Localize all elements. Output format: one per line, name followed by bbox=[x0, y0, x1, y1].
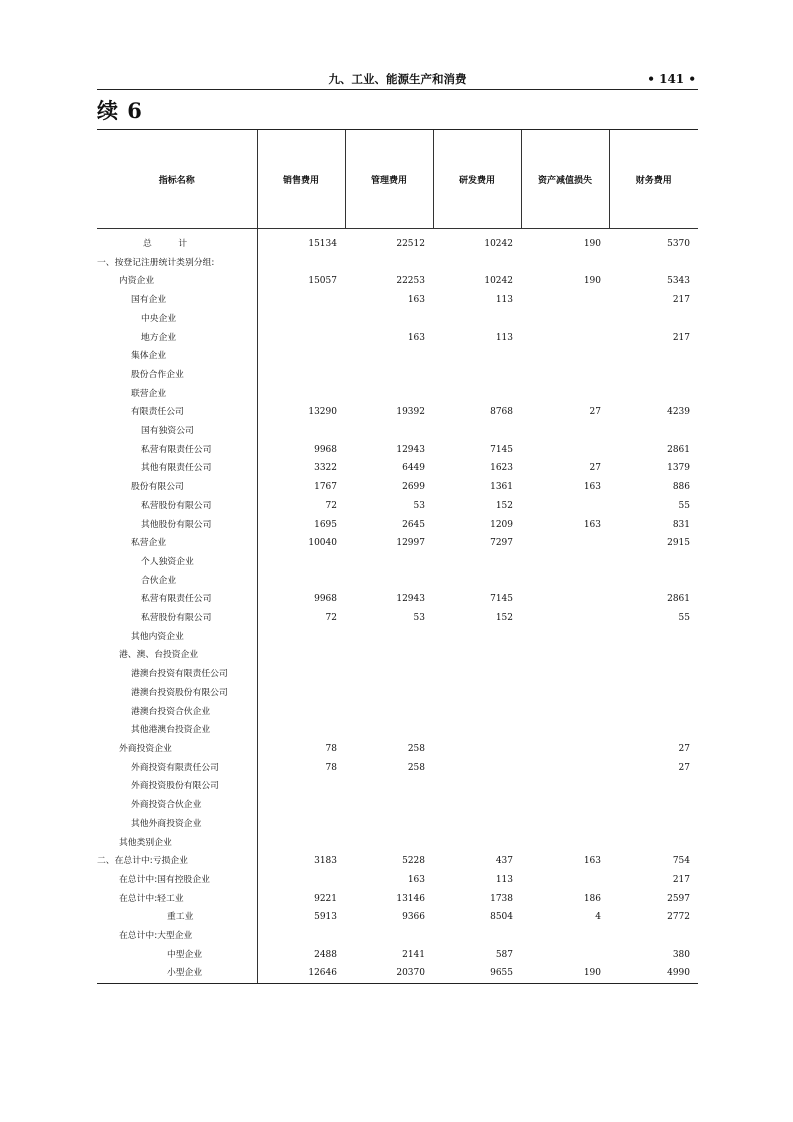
admin-expense-cell: 53 bbox=[413, 613, 425, 624]
rd-expense-cell bbox=[433, 665, 521, 684]
table-row bbox=[97, 291, 698, 310]
asset-impairment-cell bbox=[521, 497, 609, 516]
table-header bbox=[97, 130, 698, 229]
row-label: 个人独资企业 bbox=[97, 553, 257, 572]
table-row bbox=[97, 890, 698, 909]
sales-expense-cell: 3322 bbox=[314, 463, 337, 474]
table-row bbox=[97, 740, 698, 759]
sales-expense-cell bbox=[257, 310, 345, 329]
admin-expense-cell: 258 bbox=[407, 762, 425, 773]
admin-expense-cell: 163 bbox=[407, 332, 425, 343]
column-header-rd-expense: 研发费用 bbox=[433, 130, 521, 229]
rd-expense-cell bbox=[433, 310, 521, 329]
rd-expense-cell bbox=[433, 834, 521, 853]
admin-expense-cell bbox=[345, 665, 433, 684]
admin-expense-cell: 9366 bbox=[402, 912, 425, 923]
sales-expense-cell bbox=[257, 815, 345, 834]
asset-impairment-cell bbox=[521, 759, 609, 778]
finance-expense-cell bbox=[609, 628, 698, 647]
row-label: 联营企业 bbox=[97, 385, 257, 404]
admin-expense-cell bbox=[345, 927, 433, 946]
row-label: 集体企业 bbox=[97, 347, 257, 366]
table-row bbox=[97, 310, 698, 329]
asset-impairment-cell bbox=[521, 703, 609, 722]
admin-expense-cell: 163 bbox=[407, 874, 425, 885]
header-rule bbox=[97, 89, 698, 90]
table-row bbox=[97, 590, 698, 609]
admin-expense-cell bbox=[345, 385, 433, 404]
finance-expense-cell bbox=[609, 646, 698, 665]
row-label: 在总计中:国有控股企业 bbox=[97, 871, 257, 890]
admin-expense-cell: 6449 bbox=[402, 463, 425, 474]
sales-expense-cell bbox=[257, 834, 345, 853]
rd-expense-cell: 7145 bbox=[490, 444, 513, 455]
rd-expense-cell: 8768 bbox=[490, 407, 513, 418]
table-row bbox=[97, 235, 698, 254]
asset-impairment-cell bbox=[521, 646, 609, 665]
asset-impairment-cell bbox=[521, 310, 609, 329]
finance-expense-cell bbox=[609, 385, 698, 404]
sales-expense-cell: 9968 bbox=[314, 444, 337, 455]
asset-impairment-cell bbox=[521, 740, 609, 759]
table-row bbox=[97, 254, 698, 273]
finance-expense-cell: 2861 bbox=[667, 594, 690, 605]
finance-expense-cell: 2597 bbox=[667, 893, 690, 904]
finance-expense-cell: 831 bbox=[672, 519, 690, 530]
admin-expense-cell bbox=[345, 815, 433, 834]
table-title: 续 6 bbox=[97, 98, 143, 123]
sales-expense-cell: 12646 bbox=[257, 964, 345, 983]
finance-expense-cell bbox=[609, 665, 698, 684]
row-label: 其他类别企业 bbox=[97, 834, 257, 853]
rd-expense-cell bbox=[433, 385, 521, 404]
table-row bbox=[97, 572, 698, 591]
admin-expense-cell: 2141 bbox=[402, 949, 425, 960]
admin-expense-cell: 12997 bbox=[396, 538, 425, 549]
finance-expense-cell: 55 bbox=[678, 500, 690, 511]
table-row bbox=[97, 703, 698, 722]
table-row bbox=[97, 815, 698, 834]
admin-expense-cell bbox=[345, 347, 433, 366]
finance-expense-cell bbox=[609, 834, 698, 853]
rd-expense-cell: 152 bbox=[495, 613, 513, 624]
row-label: 港澳台投资合伙企业 bbox=[97, 703, 257, 722]
finance-expense-cell: 5370 bbox=[667, 239, 690, 249]
finance-expense-cell bbox=[609, 684, 698, 703]
finance-expense-cell: 55 bbox=[678, 613, 690, 624]
sales-expense-cell: 9221 bbox=[314, 893, 337, 904]
sales-expense-cell bbox=[257, 366, 345, 385]
column-header-indicator: 指标名称 bbox=[97, 130, 257, 229]
finance-expense-cell: 27 bbox=[678, 743, 690, 754]
sales-expense-cell bbox=[257, 646, 345, 665]
table-row bbox=[97, 422, 698, 441]
row-label: 港澳台投资股份有限公司 bbox=[97, 684, 257, 703]
column-header-sales-expense: 销售费用 bbox=[257, 130, 345, 229]
admin-expense-cell: 163 bbox=[407, 295, 425, 306]
row-label: 在总计中:大型企业 bbox=[97, 927, 257, 946]
asset-impairment-cell bbox=[521, 441, 609, 460]
admin-expense-cell: 20370 bbox=[345, 964, 433, 983]
rd-expense-cell: 1623 bbox=[490, 463, 513, 474]
rd-expense-cell: 10242 bbox=[484, 276, 513, 287]
sales-expense-cell bbox=[257, 777, 345, 796]
finance-expense-cell bbox=[609, 721, 698, 740]
finance-expense-cell: 886 bbox=[672, 482, 690, 493]
finance-expense-cell bbox=[609, 815, 698, 834]
rd-expense-cell: 7145 bbox=[490, 594, 513, 605]
sales-expense-cell bbox=[257, 329, 345, 348]
admin-expense-cell: 22253 bbox=[396, 276, 425, 287]
admin-expense-cell bbox=[345, 310, 433, 329]
sales-expense-cell bbox=[257, 347, 345, 366]
rd-expense-cell bbox=[433, 684, 521, 703]
rd-expense-cell: 113 bbox=[495, 295, 513, 306]
table-body bbox=[97, 229, 698, 984]
sales-expense-cell: 2488 bbox=[314, 949, 337, 960]
sales-expense-cell: 10040 bbox=[308, 538, 337, 549]
table-row bbox=[97, 347, 698, 366]
row-label: 其他港澳台投资企业 bbox=[97, 721, 257, 740]
rd-expense-cell: 113 bbox=[495, 332, 513, 343]
chapter-title: 九、工业、能源生产和消费 bbox=[328, 72, 467, 86]
finance-expense-cell: 2772 bbox=[667, 912, 690, 923]
admin-expense-cell bbox=[345, 366, 433, 385]
rd-expense-cell bbox=[433, 759, 521, 778]
finance-expense-cell bbox=[609, 254, 698, 273]
table-row bbox=[97, 871, 698, 890]
sales-expense-cell: 78 bbox=[325, 743, 337, 754]
admin-expense-cell: 5228 bbox=[402, 856, 425, 867]
row-label: 在总计中:轻工业 bbox=[97, 890, 257, 909]
sales-expense-cell: 3183 bbox=[314, 856, 337, 867]
rd-expense-cell: 8504 bbox=[490, 912, 513, 923]
sales-expense-cell: 1695 bbox=[314, 519, 337, 530]
finance-expense-cell: 2861 bbox=[667, 444, 690, 455]
asset-impairment-cell: 190 bbox=[583, 239, 601, 249]
finance-expense-cell: 27 bbox=[678, 762, 690, 773]
rd-expense-cell: 10242 bbox=[484, 239, 513, 249]
sales-expense-cell: 9968 bbox=[314, 594, 337, 605]
asset-impairment-cell: 186 bbox=[583, 893, 601, 904]
finance-expense-cell bbox=[609, 927, 698, 946]
row-label: 总 计 bbox=[97, 235, 257, 254]
table-row bbox=[97, 834, 698, 853]
rd-expense-cell: 1209 bbox=[490, 519, 513, 530]
asset-impairment-cell: 4 bbox=[595, 912, 601, 923]
asset-impairment-cell: 27 bbox=[589, 463, 601, 474]
finance-expense-cell: 217 bbox=[672, 295, 690, 306]
row-label: 内资企业 bbox=[97, 272, 257, 291]
asset-impairment-cell bbox=[521, 946, 609, 965]
table-row bbox=[97, 964, 698, 983]
finance-expense-cell: 2915 bbox=[667, 538, 690, 549]
table-row bbox=[97, 609, 698, 628]
asset-impairment-cell: 163 bbox=[583, 482, 601, 493]
sales-expense-cell bbox=[257, 703, 345, 722]
rd-expense-cell: 587 bbox=[495, 949, 513, 960]
admin-expense-cell bbox=[345, 703, 433, 722]
asset-impairment-cell bbox=[521, 665, 609, 684]
rd-expense-cell: 9655 bbox=[433, 964, 521, 983]
asset-impairment-cell: 190 bbox=[521, 964, 609, 983]
table-row bbox=[97, 478, 698, 497]
row-label: 中型企业 bbox=[97, 946, 257, 965]
sales-expense-cell: 72 bbox=[325, 500, 337, 511]
admin-expense-cell: 12943 bbox=[396, 444, 425, 455]
admin-expense-cell: 12943 bbox=[396, 594, 425, 605]
rd-expense-cell: 437 bbox=[495, 856, 513, 867]
finance-expense-cell: 754 bbox=[672, 856, 690, 867]
table-row bbox=[97, 946, 698, 965]
rd-expense-cell bbox=[433, 796, 521, 815]
column-header-asset-impairment: 资产减值损失 bbox=[521, 130, 609, 229]
finance-expense-cell bbox=[609, 572, 698, 591]
row-label: 外商投资有限责任公司 bbox=[97, 759, 257, 778]
column-header-admin-expense: 管理费用 bbox=[345, 130, 433, 229]
row-label: 有限责任公司 bbox=[97, 403, 257, 422]
row-label: 私营有限责任公司 bbox=[97, 590, 257, 609]
row-label: 中央企业 bbox=[97, 310, 257, 329]
table-row bbox=[97, 534, 698, 553]
asset-impairment-cell bbox=[521, 347, 609, 366]
table-row bbox=[97, 403, 698, 422]
rd-expense-cell bbox=[433, 646, 521, 665]
row-label: 外商投资合伙企业 bbox=[97, 796, 257, 815]
asset-impairment-cell bbox=[521, 871, 609, 890]
page-number: • 141 • bbox=[647, 72, 696, 86]
finance-expense-cell bbox=[609, 422, 698, 441]
finance-expense-cell bbox=[609, 347, 698, 366]
asset-impairment-cell bbox=[521, 777, 609, 796]
finance-expense-cell bbox=[609, 366, 698, 385]
asset-impairment-cell bbox=[521, 590, 609, 609]
table-row bbox=[97, 927, 698, 946]
rd-expense-cell bbox=[433, 721, 521, 740]
rd-expense-cell: 1738 bbox=[490, 893, 513, 904]
row-label: 合伙企业 bbox=[97, 572, 257, 591]
table-row bbox=[97, 721, 698, 740]
row-label: 国有独资公司 bbox=[97, 422, 257, 441]
table-row bbox=[97, 646, 698, 665]
asset-impairment-cell: 27 bbox=[589, 407, 601, 418]
finance-expense-cell bbox=[609, 703, 698, 722]
rd-expense-cell bbox=[433, 740, 521, 759]
row-label: 重工业 bbox=[97, 908, 257, 927]
row-label: 股份合作企业 bbox=[97, 366, 257, 385]
table-row bbox=[97, 628, 698, 647]
rd-expense-cell bbox=[433, 254, 521, 273]
finance-expense-cell: 217 bbox=[672, 874, 690, 885]
sales-expense-cell: 1767 bbox=[314, 482, 337, 493]
finance-expense-cell bbox=[609, 777, 698, 796]
row-label: 其他内资企业 bbox=[97, 628, 257, 647]
table-row bbox=[97, 777, 698, 796]
admin-expense-cell bbox=[345, 553, 433, 572]
rd-expense-cell bbox=[433, 553, 521, 572]
sales-expense-cell bbox=[257, 553, 345, 572]
sales-expense-cell bbox=[257, 385, 345, 404]
admin-expense-cell bbox=[345, 572, 433, 591]
rd-expense-cell bbox=[433, 815, 521, 834]
asset-impairment-cell bbox=[521, 572, 609, 591]
row-label: 私营股份有限公司 bbox=[97, 609, 257, 628]
table-row bbox=[97, 553, 698, 572]
asset-impairment-cell bbox=[521, 254, 609, 273]
sales-expense-cell bbox=[257, 721, 345, 740]
table-row bbox=[97, 329, 698, 348]
admin-expense-cell: 19392 bbox=[396, 407, 425, 418]
table-row bbox=[97, 459, 698, 478]
sales-expense-cell bbox=[257, 871, 345, 890]
row-label: 私营有限责任公司 bbox=[97, 441, 257, 460]
row-label: 一、按登记注册统计类别分组: bbox=[97, 254, 257, 273]
finance-expense-cell: 1379 bbox=[667, 463, 690, 474]
rd-expense-cell: 1361 bbox=[490, 482, 513, 493]
sales-expense-cell bbox=[257, 254, 345, 273]
rd-expense-cell bbox=[433, 777, 521, 796]
row-label: 私营企业 bbox=[97, 534, 257, 553]
finance-expense-cell: 5343 bbox=[667, 276, 690, 287]
sales-expense-cell bbox=[257, 572, 345, 591]
admin-expense-cell bbox=[345, 796, 433, 815]
admin-expense-cell bbox=[345, 721, 433, 740]
table-row bbox=[97, 385, 698, 404]
asset-impairment-cell bbox=[521, 329, 609, 348]
row-label: 二、在总计中:亏损企业 bbox=[97, 852, 257, 871]
admin-expense-cell bbox=[345, 646, 433, 665]
finance-expense-cell: 4239 bbox=[667, 407, 690, 418]
sales-expense-cell bbox=[257, 684, 345, 703]
asset-impairment-cell bbox=[521, 628, 609, 647]
row-label: 私营股份有限公司 bbox=[97, 497, 257, 516]
row-label: 股份有限公司 bbox=[97, 478, 257, 497]
admin-expense-cell bbox=[345, 422, 433, 441]
asset-impairment-cell bbox=[521, 834, 609, 853]
sales-expense-cell bbox=[257, 422, 345, 441]
asset-impairment-cell bbox=[521, 422, 609, 441]
rd-expense-cell bbox=[433, 347, 521, 366]
column-header-finance-expense: 财务费用 bbox=[609, 130, 698, 229]
sales-expense-cell: 15134 bbox=[308, 239, 337, 249]
admin-expense-cell bbox=[345, 777, 433, 796]
admin-expense-cell: 22512 bbox=[396, 239, 425, 249]
finance-expense-cell: 217 bbox=[672, 332, 690, 343]
rd-expense-cell bbox=[433, 927, 521, 946]
admin-expense-cell bbox=[345, 628, 433, 647]
table-row bbox=[97, 497, 698, 516]
asset-impairment-cell bbox=[521, 721, 609, 740]
asset-impairment-cell: 190 bbox=[583, 276, 601, 287]
row-label: 国有企业 bbox=[97, 291, 257, 310]
rd-expense-cell bbox=[433, 628, 521, 647]
sales-expense-cell bbox=[257, 628, 345, 647]
sales-expense-cell bbox=[257, 291, 345, 310]
sales-expense-cell: 5913 bbox=[314, 912, 337, 923]
asset-impairment-cell bbox=[521, 534, 609, 553]
finance-expense-cell bbox=[609, 310, 698, 329]
row-label: 其他股份有限公司 bbox=[97, 516, 257, 535]
rd-expense-cell bbox=[433, 366, 521, 385]
table-row bbox=[97, 665, 698, 684]
asset-impairment-cell: 163 bbox=[583, 856, 601, 867]
row-label: 其他外商投资企业 bbox=[97, 815, 257, 834]
table-row bbox=[97, 272, 698, 291]
admin-expense-cell: 13146 bbox=[396, 893, 425, 904]
table-row bbox=[97, 516, 698, 535]
statistics-table bbox=[97, 129, 698, 984]
row-label: 外商投资企业 bbox=[97, 740, 257, 759]
rd-expense-cell: 152 bbox=[495, 500, 513, 511]
admin-expense-cell bbox=[345, 254, 433, 273]
rd-expense-cell bbox=[433, 422, 521, 441]
asset-impairment-cell bbox=[521, 796, 609, 815]
rd-expense-cell bbox=[433, 572, 521, 591]
rd-expense-cell: 7297 bbox=[490, 538, 513, 549]
row-label: 港、澳、台投资企业 bbox=[97, 646, 257, 665]
finance-expense-cell: 380 bbox=[672, 949, 690, 960]
asset-impairment-cell bbox=[521, 553, 609, 572]
sales-expense-cell bbox=[257, 796, 345, 815]
row-label: 其他有限责任公司 bbox=[97, 459, 257, 478]
table-row bbox=[97, 796, 698, 815]
sales-expense-cell: 72 bbox=[325, 613, 337, 624]
sales-expense-cell: 15057 bbox=[308, 276, 337, 287]
finance-expense-cell: 4990 bbox=[609, 964, 698, 983]
table-row bbox=[97, 366, 698, 385]
finance-expense-cell bbox=[609, 553, 698, 572]
admin-expense-cell: 2645 bbox=[402, 519, 425, 530]
table-row bbox=[97, 852, 698, 871]
rd-expense-cell bbox=[433, 703, 521, 722]
sales-expense-cell bbox=[257, 665, 345, 684]
asset-impairment-cell bbox=[521, 366, 609, 385]
admin-expense-cell: 258 bbox=[407, 743, 425, 754]
admin-expense-cell: 53 bbox=[413, 500, 425, 511]
row-label: 小型企业 bbox=[97, 964, 257, 983]
table-row bbox=[97, 908, 698, 927]
admin-expense-cell: 2699 bbox=[402, 482, 425, 493]
row-label: 港澳台投资有限责任公司 bbox=[97, 665, 257, 684]
table-row bbox=[97, 684, 698, 703]
admin-expense-cell bbox=[345, 684, 433, 703]
asset-impairment-cell bbox=[521, 927, 609, 946]
row-label: 外商投资股份有限公司 bbox=[97, 777, 257, 796]
admin-expense-cell bbox=[345, 834, 433, 853]
asset-impairment-cell: 163 bbox=[583, 519, 601, 530]
running-header bbox=[97, 70, 698, 88]
asset-impairment-cell bbox=[521, 684, 609, 703]
asset-impairment-cell bbox=[521, 609, 609, 628]
asset-impairment-cell bbox=[521, 291, 609, 310]
table-row bbox=[97, 759, 698, 778]
rd-expense-cell: 113 bbox=[495, 874, 513, 885]
finance-expense-cell bbox=[609, 796, 698, 815]
table-row bbox=[97, 441, 698, 460]
sales-expense-cell: 13290 bbox=[308, 407, 337, 418]
asset-impairment-cell bbox=[521, 815, 609, 834]
asset-impairment-cell bbox=[521, 385, 609, 404]
sales-expense-cell bbox=[257, 927, 345, 946]
sales-expense-cell: 78 bbox=[325, 762, 337, 773]
row-label: 地方企业 bbox=[97, 329, 257, 348]
